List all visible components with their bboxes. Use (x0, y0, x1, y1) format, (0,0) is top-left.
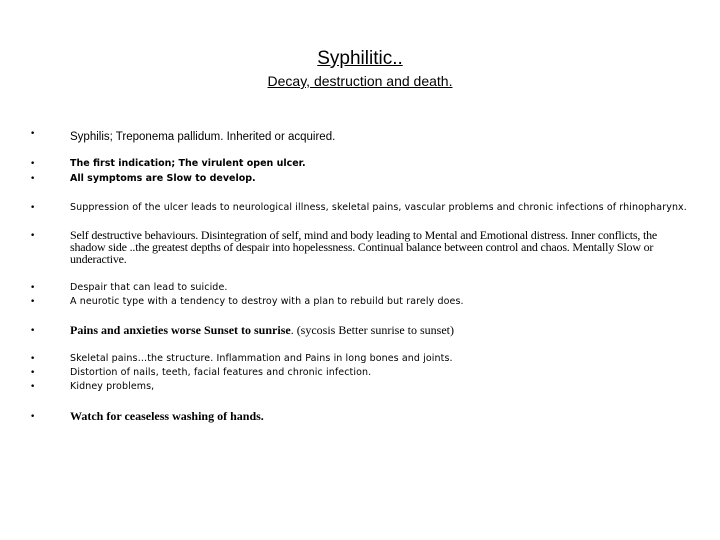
bullet-item (30, 295, 690, 308)
bullet-group-5 (30, 281, 690, 308)
bullet-dot-icon: • (30, 354, 36, 364)
bullet-dot-icon: • (30, 231, 36, 241)
bullet-dot-icon: • (30, 129, 36, 139)
bullet-group-4 (30, 229, 690, 265)
bullet-group-8 (30, 410, 690, 423)
bullet-text (70, 324, 690, 336)
bullet-text: Kidney problems, (70, 381, 155, 392)
bullet-dot-icon: • (30, 203, 36, 213)
bullet-item (30, 172, 690, 185)
slide-subtitle: Decay, destruction and death. (267, 73, 453, 89)
bullet-text-bold: Pains and anxieties worse Sunset to sunrise (70, 323, 291, 337)
bullet-dot-icon: • (30, 159, 36, 169)
bullet-dot-icon: • (30, 174, 36, 184)
bullet-dot-icon: • (30, 412, 36, 422)
bullet-text: The first indication; The virulent open ulcer. (70, 158, 306, 169)
slide-title: Syphilitic.. (317, 48, 403, 69)
bullet-group-1 (30, 127, 690, 145)
bullet-dot-icon: • (30, 382, 36, 392)
bullet-group-7 (30, 352, 690, 393)
bullet-item (30, 157, 690, 170)
bullet-text: Self destructive behaviours. Disintegration of self, mind and body leading to Mental and Emotional distress. Inner conflicts, the shadow side ..the greatest depths of despair into hopelessness. Continual balance between control and chaos. Mentally Slow or underactive. (70, 228, 658, 266)
bullet-text: Distortion of nails, teeth, facial features and chronic infection. (70, 367, 372, 378)
bullet-item (30, 380, 690, 393)
bullet-text: Watch for ceaseless washing of hands. (70, 409, 264, 423)
bullet-text: Despair that can lead to suicide. (70, 282, 228, 293)
bullet-text: A neurotic type with a tendency to destroy with a plan to rebuild but rarely does. (70, 296, 464, 307)
bullet-dot-icon: • (30, 297, 36, 307)
bullet-item (30, 201, 690, 214)
bullet-item (30, 352, 690, 365)
bullet-dot-icon: • (30, 326, 36, 336)
bullet-text: All symptoms are Slow to develop. (70, 173, 256, 184)
bullet-text: Skeletal pains…the structure. Inflammation and Pains in long bones and joints. (70, 353, 453, 364)
bullet-dot-icon: • (30, 283, 36, 293)
bullet-item (30, 324, 690, 336)
bullet-item (30, 410, 690, 423)
bullet-item (30, 127, 690, 145)
bullet-item (30, 281, 690, 294)
bullet-text: Suppression of the ulcer leads to neurological illness, skeletal pains, vascular problems and chronic infections of rhinopharynx. (70, 202, 687, 213)
bullet-group-6 (30, 324, 690, 336)
bullet-dot-icon: • (30, 368, 36, 378)
bullet-text: Syphilis; Treponema pallidum. Inherited or acquired. (70, 131, 336, 143)
bullet-item (30, 229, 690, 265)
bullet-text-rest: . (sycosis Better sunrise to sunset) (290, 323, 454, 337)
bullet-group-3 (30, 201, 690, 214)
bullet-item (30, 366, 690, 379)
bullet-group-2 (30, 157, 690, 185)
